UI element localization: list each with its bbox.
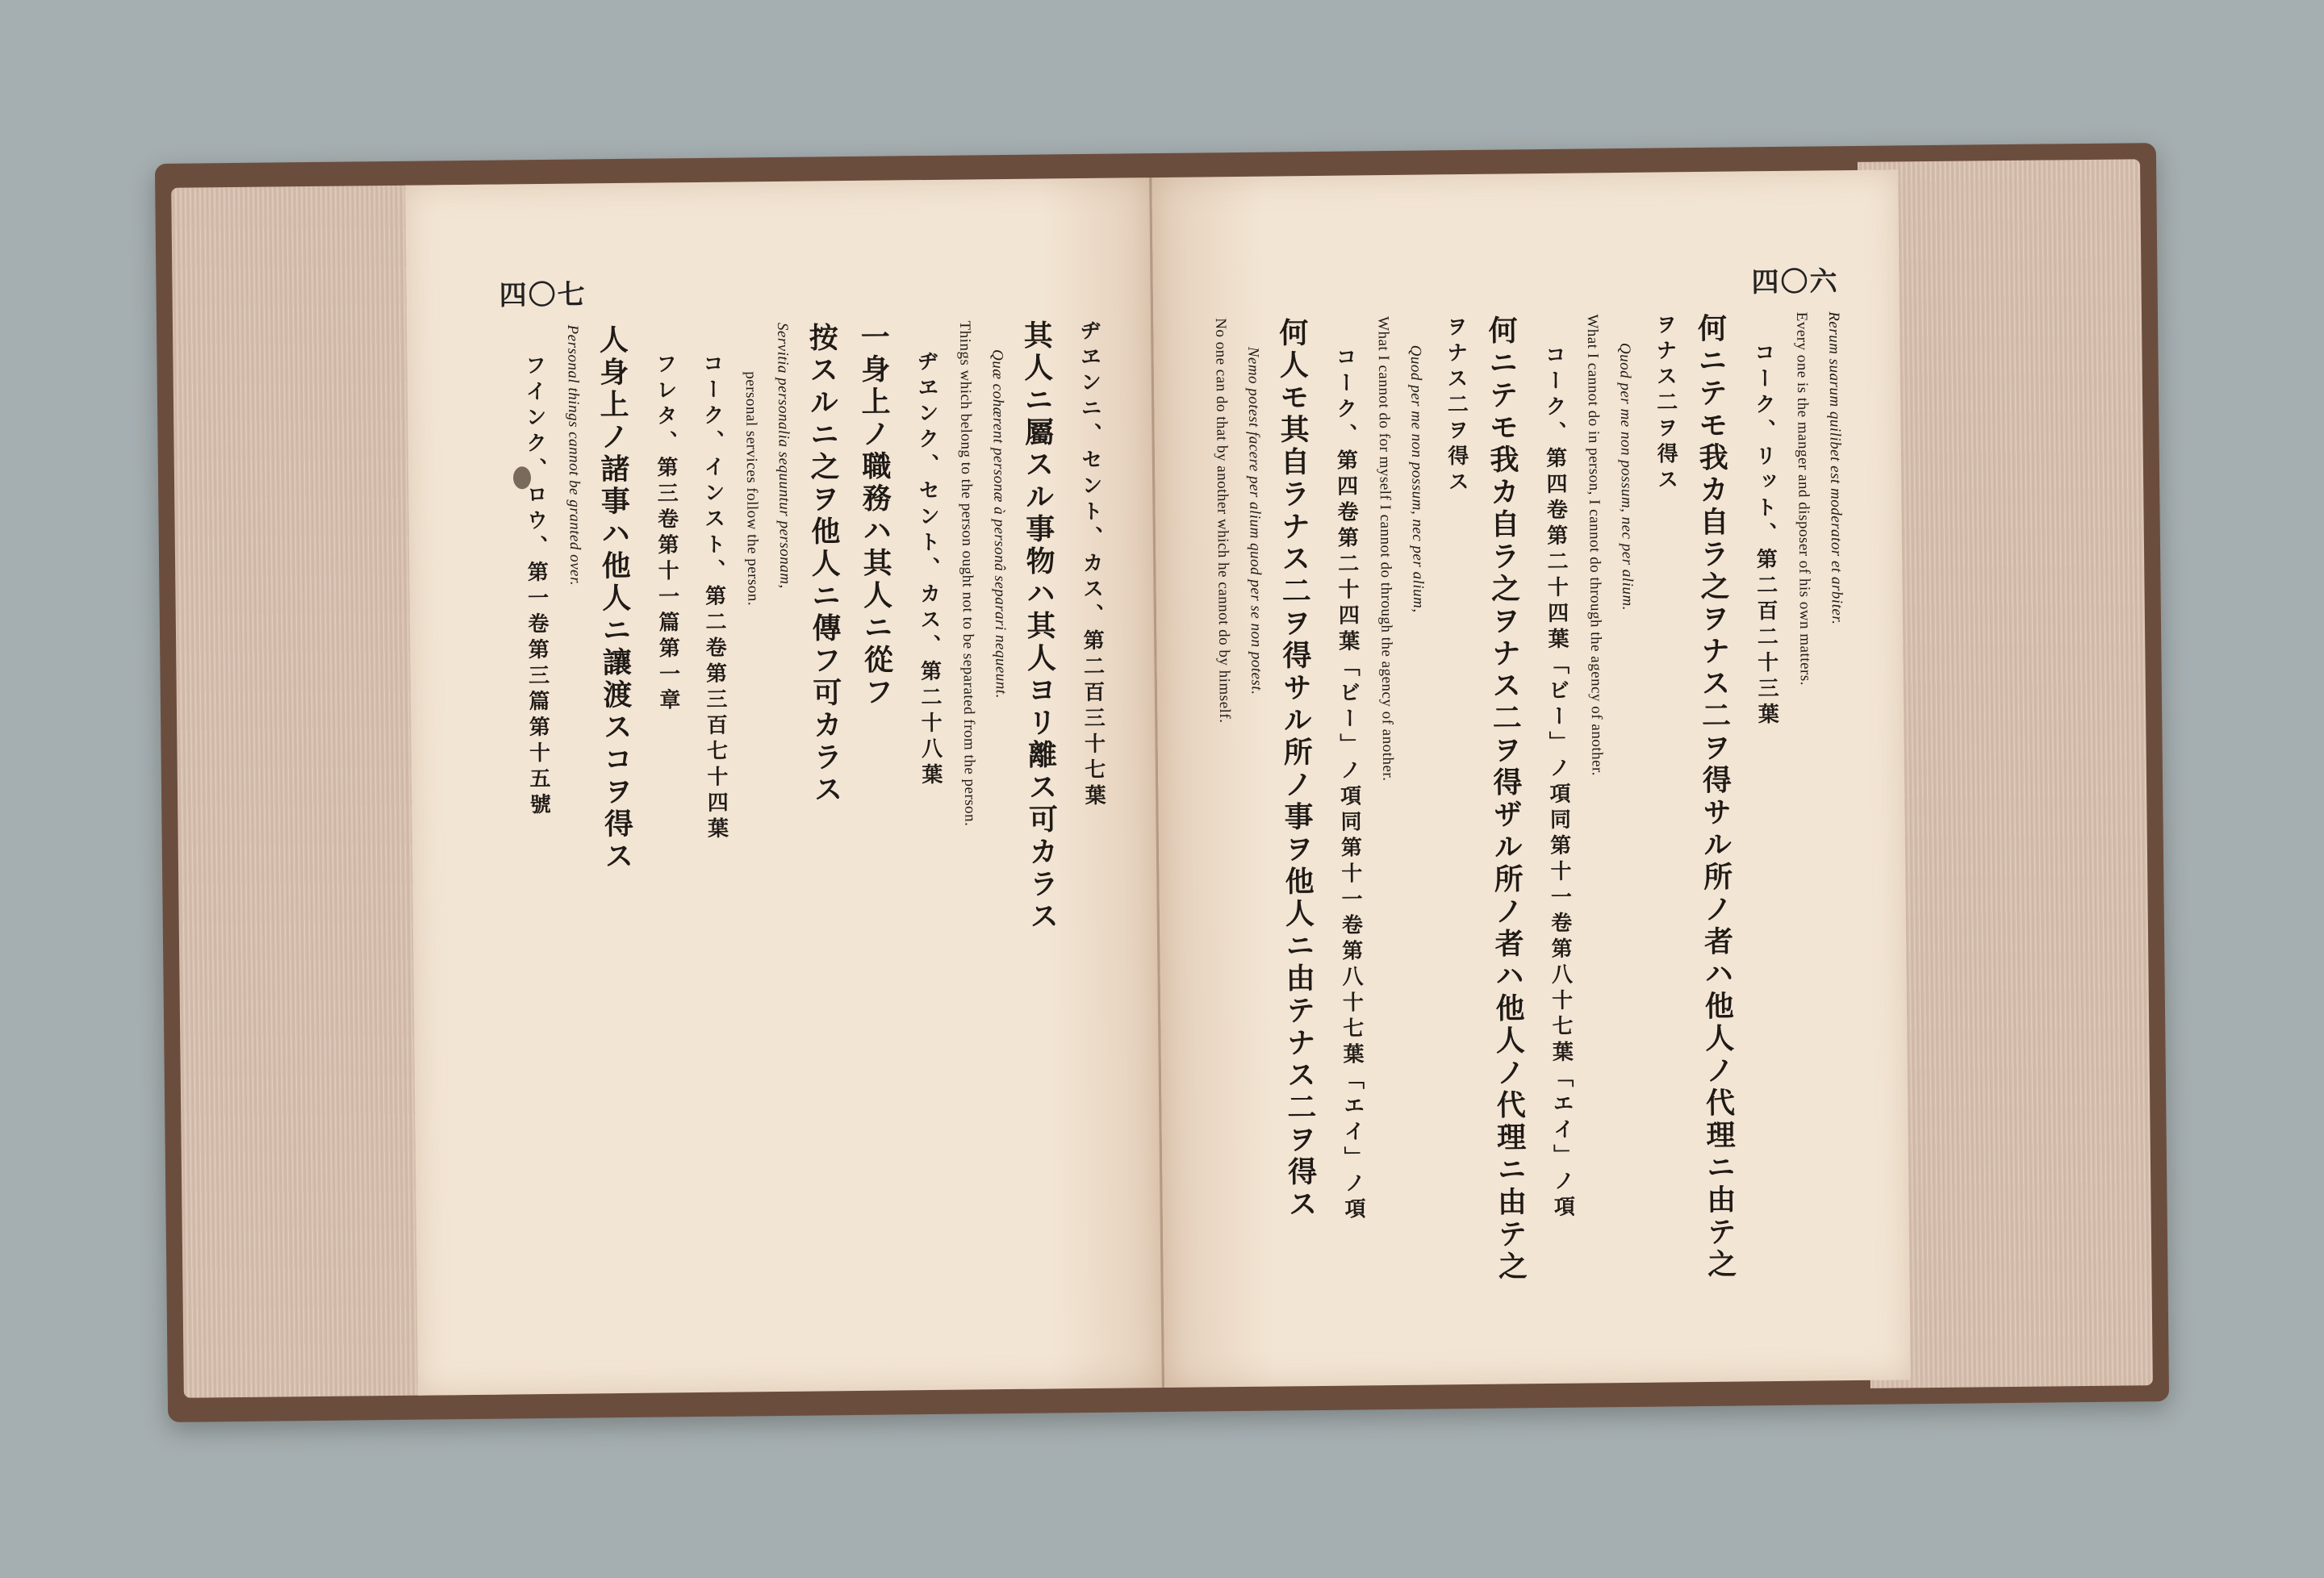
maxim-english: What I cannot do in person, I cannot do through the agency of another. bbox=[1583, 314, 1606, 777]
citation-line: コーク、第四卷第二十四葉「ビー」ノ項同第十一卷第八十七葉「エイ」ノ項 bbox=[1541, 343, 1575, 1221]
maxim-english: No one can do that by another which he cannot do by himself. bbox=[1211, 318, 1234, 724]
maxim-english: personal services follow the person. bbox=[742, 371, 762, 607]
citation-line: フレタ、第三卷第十一篇第一章 bbox=[652, 353, 681, 715]
citation-line: コーク、インスト、第二卷第三百七十四葉 bbox=[699, 352, 729, 843]
maxim-japanese: 何人モ其自ラナス⼆ヲ得サル所ノ事ヲ他人ニ由テナス⼆ヲ得ス bbox=[1274, 317, 1319, 1221]
citation-line: コーク、リット、第二百二十三葉 bbox=[1750, 341, 1779, 729]
citation-line: コーク、第四卷第二十四葉「ビー」ノ項同第十一卷第八十七葉「エイ」ノ項 bbox=[1331, 345, 1366, 1224]
maxim-latin: Rerum suarum quilibet est moderator et arbiter. bbox=[1825, 311, 1845, 625]
right-page-text bbox=[1202, 311, 1858, 1294]
maxim-latin: Quod per me non possum, nec per alium, bbox=[1407, 344, 1427, 613]
maxim-japanese: 其人ニ屬スル事物ハ其人ヨリ離ス可カラス bbox=[1018, 319, 1060, 933]
left-page bbox=[405, 177, 1164, 1396]
open-book bbox=[155, 143, 2169, 1422]
commentary-japanese: 按スルニ之ヲ他人ニ傳フ可カラス bbox=[805, 322, 844, 807]
maxim-english: What I cannot do for myself I cannot do through the agency of another. bbox=[1374, 315, 1397, 782]
citation-line: ヂヱンニ、セント、カス、第二百三十七葉 bbox=[1076, 319, 1106, 811]
maxim-latin: Quod per me non possum, nec per alium. bbox=[1616, 342, 1636, 611]
maxim-latin: Nemo potest facere per alium quod per se non potest. bbox=[1244, 346, 1265, 695]
maxim-japanese: 一身上ノ職務ハ其人ニ從フ bbox=[855, 321, 895, 709]
maxim-english: Every one is the manger and disposer of his own matters. bbox=[1793, 311, 1814, 687]
maxim-latin: Servitia personalia sequuntur personam, bbox=[774, 322, 794, 589]
maxim-japanese-cont: ヲナス⼆ヲ得ス bbox=[1652, 313, 1678, 495]
right-page bbox=[1152, 169, 1911, 1388]
left-page-text bbox=[495, 319, 1119, 1302]
maxim-japanese: 人身上ノ諸事ハ他人ニ讓渡スコヲ得ス bbox=[595, 324, 635, 874]
maxim-japanese: 何ニテモ我カ自ラ之ヲナス⼆ヲ得サル所ノ者ハ他人ノ代理ニ由テ之 bbox=[1693, 312, 1737, 1282]
maxim-japanese-cont: ヲナス⼆ヲ得ス bbox=[1443, 315, 1469, 497]
maxim-english: Things which belong to the person ought not to be separated from the person. bbox=[955, 320, 979, 827]
maxim-english: Personal things cannot be granted over. bbox=[564, 324, 584, 587]
right-page-number: 四〇六 bbox=[1751, 265, 1839, 299]
citation-line: ヂヱンク、セント、カス、第二十八葉 bbox=[913, 349, 943, 790]
maxim-japanese: 何ニテモ我カ自ラ之ヲナス⼆ヲ得ザル所ノ者ハ他人ノ代理ニ由テ之 bbox=[1483, 315, 1528, 1284]
maxim-latin: Quæ cohærent personæ à personâ separari nequeunt. bbox=[989, 349, 1009, 699]
left-page-number: 四〇七 bbox=[499, 278, 587, 312]
citation-line: フインク、ロウ、第一卷第三篇第十五號 bbox=[521, 353, 551, 820]
